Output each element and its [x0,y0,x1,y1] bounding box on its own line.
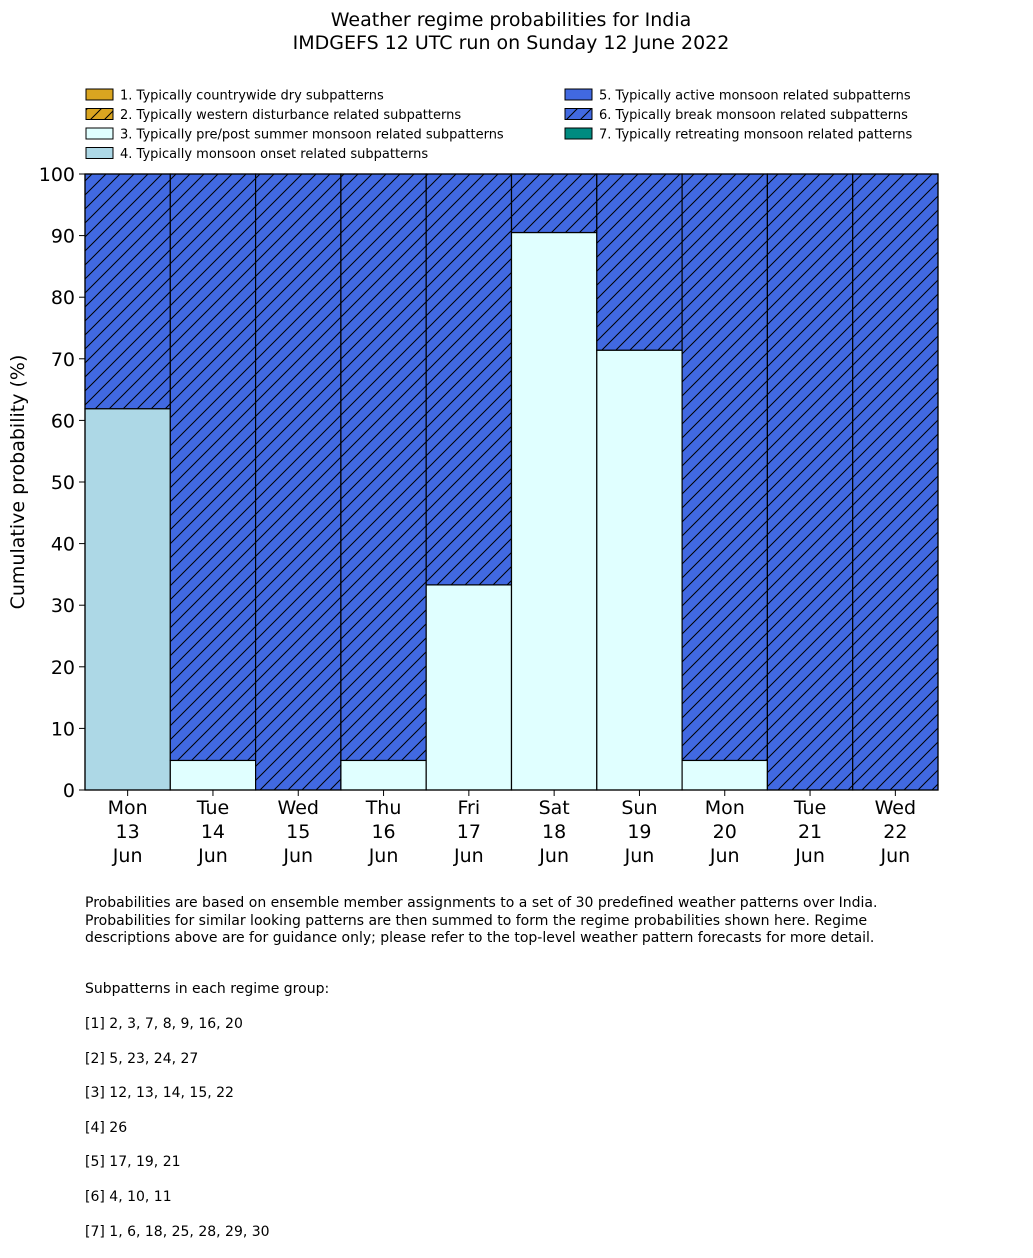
x-tick-label-8-line-1: Mon [704,797,745,819]
x-tick-label-8-line-3: Jun [709,845,740,867]
footnote-group-1: [1] 2, 3, 7, 8, 9, 16, 20 [85,1016,243,1033]
x-tick-label-5-line-2: 17 [456,821,481,843]
footnote-group-6: [6] 4, 10, 11 [85,1189,172,1206]
legend [86,89,912,163]
x-tick-label-9-line-3: Jun [795,845,825,867]
x-tick-label-9-line-2: 21 [797,821,823,843]
x-tick-label-1-line-2: 13 [115,821,140,843]
x-tick-label-7-line-2: 19 [627,821,652,843]
bar-2-typically-pre-post-summer-monsoon-related-subpatterns [170,760,255,790]
footnote-groups-title: Subpatterns in each regime group: [85,981,330,998]
x-tick-label-10-line-1: Wed [874,797,917,819]
legend-swatch-hatch-6 [565,109,592,120]
legend-label-1: 1. Typically countrywide dry subpatterns [120,88,384,104]
x-tick-label-2-line-2: 14 [200,821,226,843]
legend-swatch-3 [86,128,113,139]
x-tick-label-3-line-2: 15 [286,821,311,843]
bar-10-typically-break-monsoon-related-subpatterns-hatch [853,174,938,790]
chart-title: Weather regime probabilities for India [330,9,692,31]
x-tick-label-6-line-2: 18 [542,821,567,843]
bar-7-typically-break-monsoon-related-subpatterns-hatch [597,174,682,350]
legend-swatch-hatch-2 [86,109,113,120]
x-tick-label-5-line-3: Jun [454,845,484,867]
x-tick-label-3-line-1: Wed [277,797,319,819]
footnote-paragraph: Probabilities are based on ensemble member assignments to a set of 30 predefined weather patterns over India. Probabilities for similar looking patterns are then summed to form the regime probabilities shown here. Regime descriptions above are for guidance only; please refer to the top-level weather pattern forecasts for more detail. [85,895,878,946]
legend-swatch-7 [565,128,592,139]
x-tick-label-3-line-3: Jun [283,845,314,867]
x-tick-label-7-line-3: Jun [624,845,655,867]
bar-6-typically-break-monsoon-related-subpatterns-hatch [512,174,597,233]
bar-8-typically-pre-post-summer-monsoon-related-subpatterns [682,760,767,790]
bar-1-typically-monsoon-onset-related-subpatterns [85,409,170,790]
bar-9-typically-break-monsoon-related-subpatterns-hatch [767,174,852,790]
x-tick-label-2-line-1: Tue [196,797,230,819]
x-tick-label-10-line-3: Jun [880,845,911,867]
legend-label-3: 3. Typically pre/post summer monsoon related subpatterns [120,127,504,143]
y-tick-label-40: 40 [50,533,75,556]
bar-1-typically-break-monsoon-related-subpatterns-hatch [85,174,170,409]
x-tick-label-8-line-2: 20 [712,821,737,843]
legend-swatch-5 [565,89,592,100]
x-tick-label-1-line-1: Mon [107,797,148,819]
y-tick-label-20: 20 [50,656,75,679]
x-tick-label-6-line-1: Sat [538,797,570,819]
x-tick-label-2-line-3: Jun [198,845,228,867]
bar-7-typically-pre-post-summer-monsoon-related-subpatterns [597,350,682,790]
x-tick-label-1-line-3: Jun [112,845,143,867]
x-tick-label-9-line-1: Tue [793,797,827,819]
footnote [85,878,985,1258]
legend-label-7: 7. Typically retreating monsoon related patterns [599,127,913,143]
footnote-group-4: [4] 26 [85,1119,128,1136]
y-tick-label-50: 50 [50,472,75,494]
bar-3-typically-break-monsoon-related-subpatterns-hatch [256,174,341,790]
y-tick-label-30: 30 [50,595,75,618]
y-axis-label: Cumulative probability (%) [7,354,29,610]
bar-4-typically-break-monsoon-related-subpatterns-hatch [341,174,426,760]
bar-2-typically-break-monsoon-related-subpatterns-hatch [170,174,255,760]
legend-label-4: 4. Typically monsoon onset related subpatterns [120,147,429,162]
x-tick-label-6-line-3: Jun [539,845,569,867]
y-tick-label-10: 10 [50,718,75,741]
bars-group [85,174,938,790]
x-axis [108,790,916,867]
bar-8-typically-break-monsoon-related-subpatterns-hatch [682,174,767,760]
x-tick-label-4-line-1: Thu [365,797,402,819]
legend-label-5: 5. Typically active monsoon related subpatterns [599,88,911,104]
x-tick-label-4-line-2: 16 [371,821,396,843]
bar-5-typically-pre-post-summer-monsoon-related-subpatterns [426,585,511,790]
y-tick-label-0: 0 [62,780,75,802]
y-tick-label-60: 60 [50,410,75,433]
y-tick-label-80: 80 [50,287,75,310]
bar-5-typically-break-monsoon-related-subpatterns-hatch [426,174,511,585]
y-axis [39,164,85,802]
footnote-group-5: [5] 17, 19, 21 [85,1154,181,1171]
bar-4-typically-pre-post-summer-monsoon-related-subpatterns [341,760,426,790]
x-tick-label-10-line-2: 22 [883,821,908,843]
footnote-group-2: [2] 5, 23, 24, 27 [85,1050,199,1067]
x-tick-label-4-line-3: Jun [368,845,399,867]
chart-subtitle: IMDGEFS 12 UTC run on Sunday 12 June 2022 [292,32,730,54]
footnote-group-7: [7] 1, 6, 18, 25, 28, 29, 30 [85,1223,270,1240]
bar-6-typically-pre-post-summer-monsoon-related-subpatterns [512,233,597,790]
x-tick-label-5-line-1: Fri [457,797,481,819]
legend-swatch-1 [86,89,113,100]
y-tick-label-70: 70 [50,348,75,371]
y-tick-label-100: 100 [38,164,75,186]
legend-swatch-4 [86,148,113,159]
legend-label-2: 2. Typically western disturbance related subpatterns [120,108,462,123]
y-tick-label-90: 90 [50,225,75,248]
legend-label-6: 6. Typically break monsoon related subpatterns [599,108,908,123]
footnote-group-3: [3] 12, 13, 14, 15, 22 [85,1085,234,1102]
x-tick-label-7-line-1: Sun [621,797,658,819]
